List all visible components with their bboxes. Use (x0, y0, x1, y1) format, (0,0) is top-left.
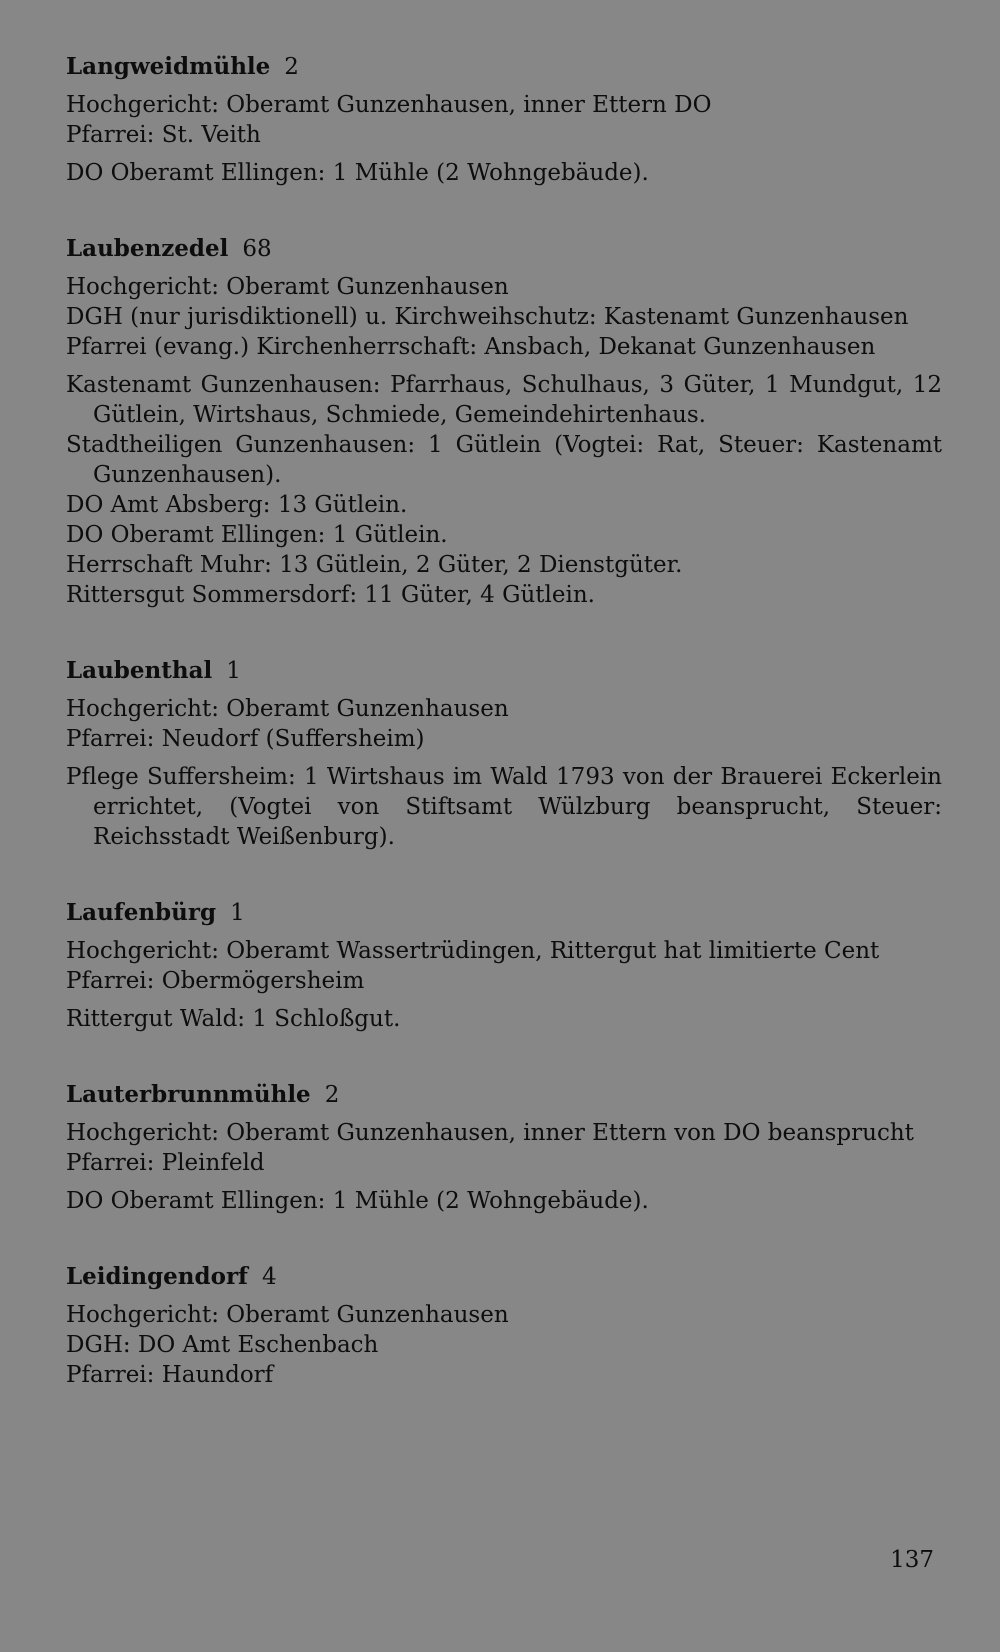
entry-line: Stadtheiligen Gunzenhausen: 1 Gütlein (Vogtei: Rat, Steuer: Kastenamt Gunzenhausen). (66, 432, 942, 488)
entry-line: Rittersgut Sommersdorf: 11 Güter, 4 Gütlein. (66, 582, 595, 608)
entry-heading (66, 1262, 942, 1292)
entry-line: DO Amt Absberg: 13 Gütlein. (66, 492, 408, 518)
entry-line: Hochgericht: Oberamt Gunzenhausen (66, 696, 509, 722)
entry-line: DO Oberamt Ellingen: 1 Mühle (2 Wohngebäude). (66, 1188, 649, 1214)
entry-laubenzedel (66, 234, 942, 610)
entry-holdings (66, 1186, 942, 1216)
entry-line: DO Oberamt Ellingen: 1 Gütlein. (66, 522, 448, 548)
entry-line: Pfarrei (evang.) Kirchenherrschaft: Ansbach, Dekanat Gunzenhausen (66, 334, 876, 360)
entry-leidingendorf (66, 1262, 942, 1390)
page-number: 137 (890, 1547, 934, 1573)
entry-line: Pfarrei: Obermögersheim (66, 968, 365, 994)
entry-laufenbuerg (66, 898, 942, 1034)
entry-line: DO Oberamt Ellingen: 1 Mühle (2 Wohngebäude). (66, 160, 649, 186)
entry-line: Pfarrei: Pleinfeld (66, 1150, 265, 1176)
entry-count: 2 (324, 1082, 340, 1108)
entry-langweidmuehle (66, 52, 942, 188)
entry-jurisdiction (66, 936, 942, 996)
entry-name: Leidingendorf (66, 1263, 248, 1290)
entry-line: DGH: DO Amt Eschenbach (66, 1332, 379, 1358)
entry-jurisdiction (66, 90, 942, 150)
entry-line: Hochgericht: Oberamt Gunzenhausen, inner Ettern von DO beansprucht (66, 1120, 914, 1146)
entry-holdings (66, 1004, 942, 1034)
entry-laubenthal (66, 656, 942, 852)
entry-holdings (66, 762, 942, 852)
entry-line: Hochgericht: Oberamt Wassertrüdingen, Rittergut hat limitierte Cent (66, 938, 880, 964)
entry-line: Pflege Suffersheim: 1 Wirtshaus im Wald 1793 von der Brauerei Eckerlein errichtet, (Vogtei von Stiftsamt Wülzburg beansprucht, Steuer: Reichsstadt Weißenburg). (66, 764, 942, 850)
entry-lauterbrunnmuehle (66, 1080, 942, 1216)
entry-jurisdiction (66, 1118, 942, 1178)
entry-heading (66, 898, 942, 928)
entry-name: Laubenzedel (66, 235, 229, 262)
entry-line: Pfarrei: Haundorf (66, 1362, 274, 1388)
entry-line: Pfarrei: Neudorf (Suffersheim) (66, 726, 425, 752)
entry-count: 1 (226, 658, 241, 684)
entry-line: Hochgericht: Oberamt Gunzenhausen, inner Ettern DO (66, 92, 712, 118)
entry-line: Pfarrei: St. Veith (66, 122, 261, 148)
entry-count: 68 (242, 236, 272, 262)
entry-line: Hochgericht: Oberamt Gunzenhausen (66, 274, 509, 300)
entry-holdings (66, 158, 942, 188)
entry-jurisdiction (66, 694, 942, 754)
entry-line: DGH (nur jurisdiktionell) u. Kirchweihschutz: Kastenamt Gunzenhausen (66, 304, 909, 330)
entry-name: Laubenthal (66, 657, 213, 684)
entry-line: Rittergut Wald: 1 Schloßgut. (66, 1006, 401, 1032)
entry-heading (66, 234, 942, 264)
entry-jurisdiction (66, 1300, 942, 1390)
entry-heading (66, 656, 942, 686)
entry-line: Herrschaft Muhr: 13 Gütlein, 2 Güter, 2 Dienstgüter. (66, 552, 683, 578)
entry-heading (66, 52, 942, 82)
entry-count: 4 (261, 1264, 277, 1290)
entry-holdings (66, 370, 942, 610)
entry-jurisdiction (66, 272, 942, 362)
entry-heading (66, 1080, 942, 1110)
entry-name: Langweidmühle (66, 53, 271, 80)
entry-count: 1 (230, 900, 245, 926)
entry-name: Laufenbürg (66, 899, 217, 926)
entry-count: 2 (284, 54, 299, 80)
entry-line: Kastenamt Gunzenhausen: Pfarrhaus, Schulhaus, 3 Güter, 1 Mundgut, 12 Gütlein, Wirtshaus, Schmiede, Gemeindehirtenhaus. (66, 372, 942, 428)
entry-line: Hochgericht: Oberamt Gunzenhausen (66, 1302, 509, 1328)
entry-name: Lauterbrunnmühle (66, 1081, 311, 1108)
